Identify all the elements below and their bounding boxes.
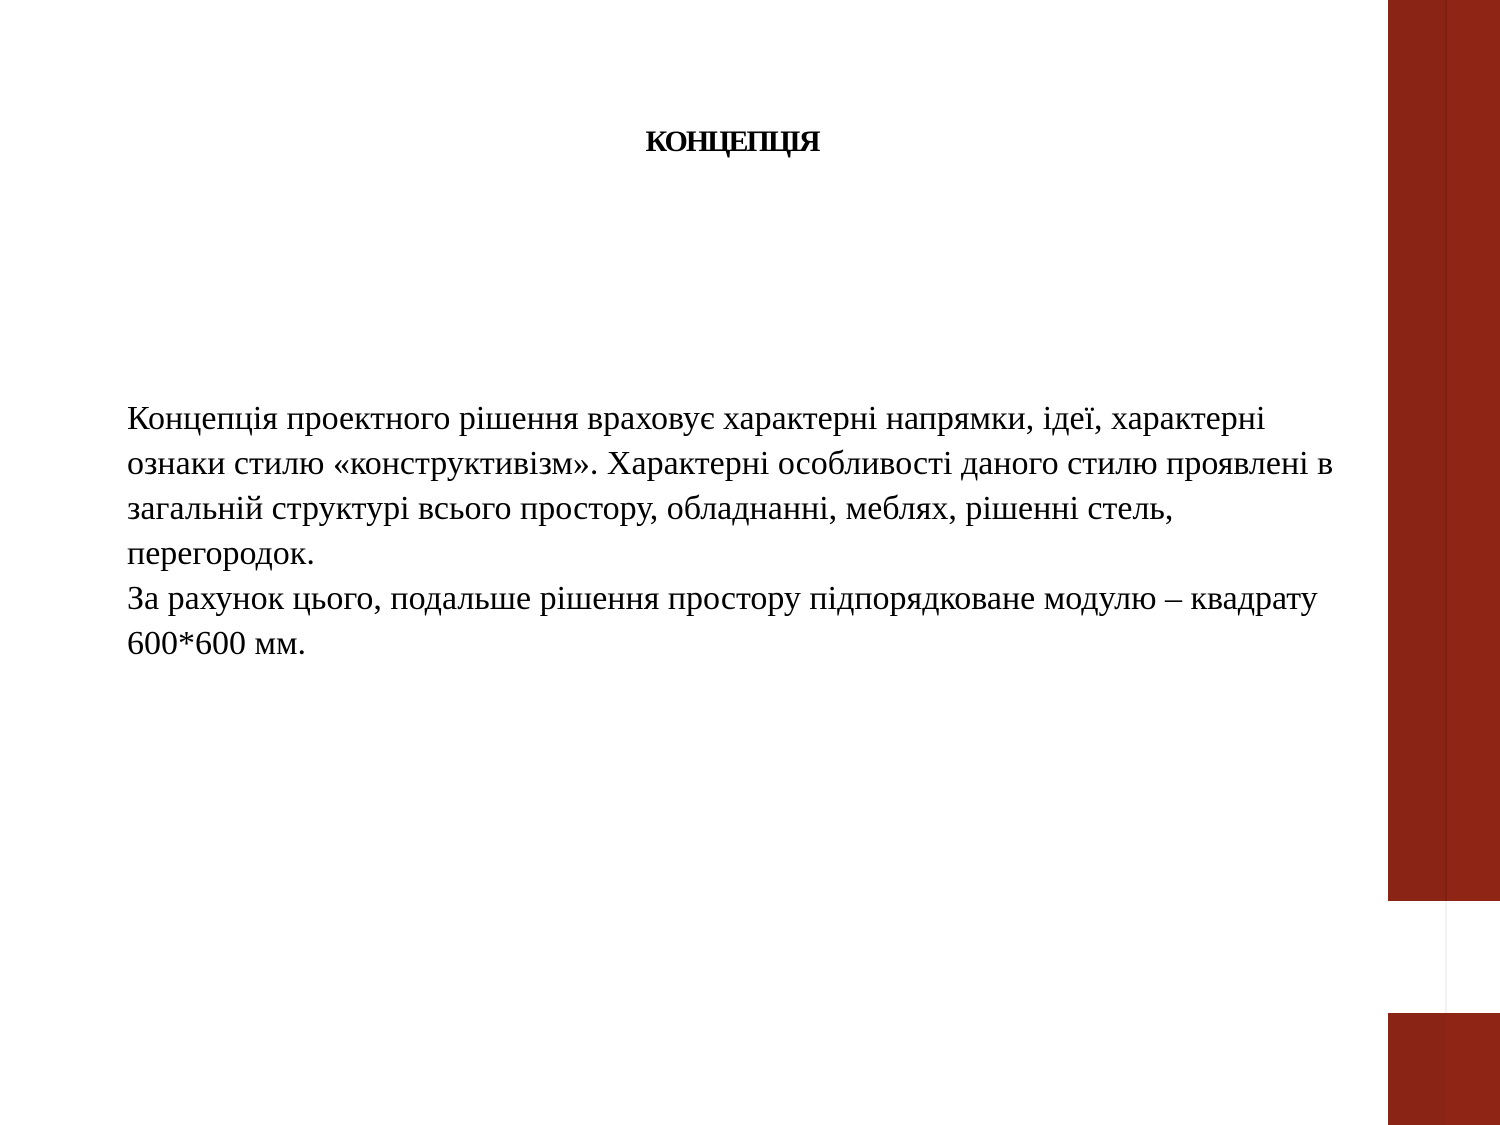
bar-segment-bottom-right: [1446, 1013, 1500, 1125]
bar-segment-top-left: [1388, 0, 1446, 901]
body-paragraph: Концепція проектного рішення враховує характерні напрямки, ідеї, характерні ознаки стилю «конструктивізм». Характерні особливості даного стилю проявлені в загальній структурі всього простору, обладнанні, меблях, рішенні стель, перегородок.: [127, 400, 1334, 572]
body-paragraph: За рахунок цього, подальше рішення простору підпорядковане модулю – квадрату 600*600 мм.: [127, 580, 1318, 662]
slide-title: КОНЦЕПЦІЯ: [645, 125, 819, 158]
bar-segment-bottom-left: [1388, 1013, 1446, 1125]
bar-gap: [1388, 901, 1500, 1013]
bar-divider-gap: [1445, 901, 1447, 1013]
bar-segment-top-right: [1446, 0, 1500, 901]
slide-body: [127, 396, 1367, 666]
decorative-side-bar: [1388, 0, 1500, 1125]
